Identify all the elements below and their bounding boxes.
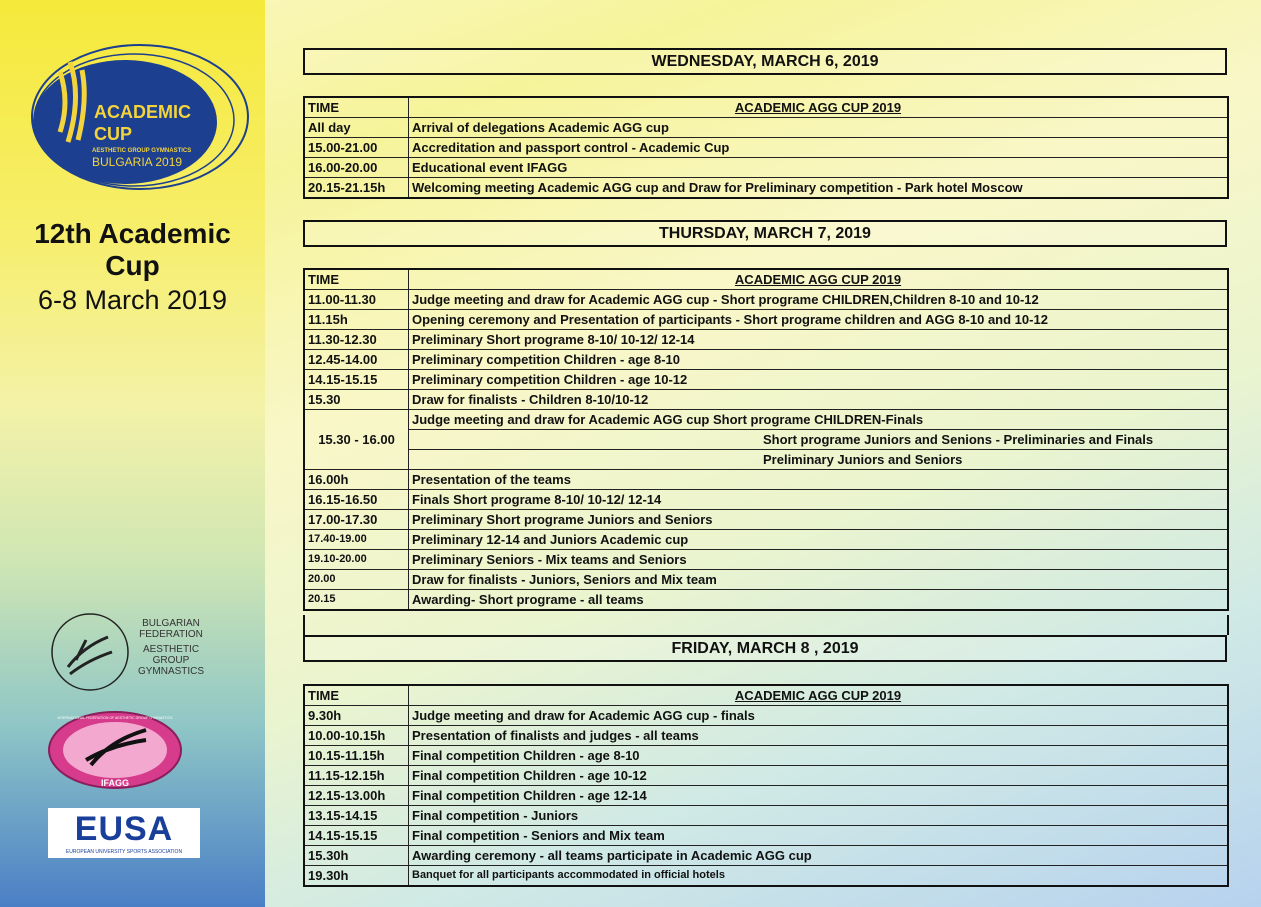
table-row [304,590,1228,611]
row-event: Judge meeting and draw for Academic AGG cup - finals [409,706,1229,726]
row-time: 15.30 [304,390,409,410]
table-row [304,370,1228,390]
spacer-row [303,615,1229,635]
table-row [304,746,1228,766]
row-time: 16.00h [304,470,409,490]
row-time: 12.45-14.00 [304,350,409,370]
row-time: 15.00-21.00 [304,138,409,158]
row-time: 13.15-14.15 [304,806,409,826]
row-time: 10.00-10.15h [304,726,409,746]
table-row [304,350,1228,370]
table-row [304,806,1228,826]
table-row [304,786,1228,806]
logo-line3: AESTHETIC GROUP GYMNASTICS [92,148,192,154]
row-time: 20.00 [304,570,409,590]
sidebar [0,0,265,907]
logo-line4: BULGARIA 2019 [92,155,183,169]
row-time: 17.40-19.00 [304,530,409,550]
row-event: Preliminary Short programe 8-10/ 10-12/ 12-14 [409,330,1229,350]
table-row [304,290,1228,310]
row-event: Preliminary Short programe Juniors and Seniors [409,510,1229,530]
col-event: ACADEMIC AGG CUP 2019 [409,685,1229,706]
ifagg-ring-text: INTERNATIONAL FEDERATION OF AESTHETIC GROUP GYMNASTICS [57,716,173,720]
row-time: 20.15 [304,590,409,611]
row-time: 11.30-12.30 [304,330,409,350]
event-title-line1: 12th Academic [34,218,231,249]
row-event: Final competition - Juniors [409,806,1229,826]
row-time: 17.00-17.30 [304,510,409,530]
table-row [304,410,1228,430]
row-event: Finals Short programe 8-10/ 10-12/ 12-14 [409,490,1229,510]
table-row [304,390,1228,410]
table-row [304,310,1228,330]
row-event: Awarding- Short programe - all teams [409,590,1229,611]
table-row [304,450,1228,470]
row-time: 11.00-11.30 [304,290,409,310]
bgf-line5: GYMNASTICS [137,666,205,677]
row-event: Draw for finalists - Juniors, Seniors and Mix team [409,570,1229,590]
eusa-word: EUSA [74,810,174,848]
table-header-row [304,269,1228,290]
table-row [304,530,1228,550]
day3-heading: FRIDAY, MARCH 8 , 2019 [303,635,1227,662]
table-row [304,550,1228,570]
table-row [304,866,1228,887]
row-time: 14.15-15.15 [304,370,409,390]
bgf-text [134,618,208,677]
row-time: 10.15-11.15h [304,746,409,766]
row-event: Opening ceremony and Presentation of participants - Short programe children and AGG 8-10 and 10-12 [409,310,1229,330]
row-event: Preliminary competition Children - age 10-12 [409,370,1229,390]
row-time: 16.15-16.50 [304,490,409,510]
col-event: ACADEMIC AGG CUP 2019 [409,97,1229,118]
row-time: 11.15-12.15h [304,766,409,786]
row-event: Preliminary 12-14 and Juniors Academic cup [409,530,1229,550]
row-time: All day [304,118,409,138]
row-event: Arrival of delegations Academic AGG cup [409,118,1229,138]
academic-cup-logo [30,42,250,192]
row-event: Final competition - Seniors and Mix team [409,826,1229,846]
col-event: ACADEMIC AGG CUP 2019 [409,269,1229,290]
row-event: Judge meeting and draw for Academic AGG cup Short programe CHILDREN-Finals [409,410,1229,430]
table-row [304,706,1228,726]
row-event: Short programe Juniors and Senions - Preliminaries and Finals [409,430,1229,450]
row-time: 12.15-13.00h [304,786,409,806]
table-row [304,158,1228,178]
bgf-line3: AESTHETIC [142,644,200,655]
table-row [304,726,1228,746]
table-header-row [304,97,1228,118]
table-row [304,570,1228,590]
day3-table [303,684,1229,887]
eusa-subtitle: EUROPEAN UNIVERSITY SPORTS ASSOCIATION [65,849,183,855]
event-title-line2: Cup [105,250,160,281]
row-time: 19.10-20.00 [304,550,409,570]
table-row [304,330,1228,350]
table-row [304,846,1228,866]
row-event: Welcoming meeting Academic AGG cup and Draw for Preliminary competition - Park hotel Moscow [409,178,1229,199]
ifagg-logo [46,710,184,790]
event-title [0,218,265,282]
table-row [304,138,1228,158]
row-event: Presentation of finalists and judges - all teams [409,726,1229,746]
eusa-logo [48,808,200,858]
logo-line1: ACADEMIC [94,102,191,122]
row-event: Final competition Children - age 8-10 [409,746,1229,766]
row-event: Draw for finalists - Children 8-10/10-12 [409,390,1229,410]
bgf-line1: BULGARIAN [142,618,200,629]
ifagg-label: IFAGG [100,778,130,788]
row-time: 14.15-15.15 [304,826,409,846]
row-time: 19.30h [304,866,409,887]
bgf-line4: GROUP [152,655,190,666]
table-header-row [304,685,1228,706]
row-time: 15.30h [304,846,409,866]
row-time: 11.15h [304,310,409,330]
col-time: TIME [304,685,409,706]
day2-table [303,268,1229,611]
table-row [304,826,1228,846]
row-event: Final competition Children - age 12-14 [409,786,1229,806]
row-time: 16.00-20.00 [304,158,409,178]
row-event: Final competition Children - age 10-12 [409,766,1229,786]
day1-heading: WEDNESDAY, MARCH 6, 2019 [303,48,1227,75]
day1-table [303,96,1229,199]
row-event: Preliminary competition Children - age 8-10 [409,350,1229,370]
day2-heading: THURSDAY, MARCH 7, 2019 [303,220,1227,247]
row-event: Accreditation and passport control - Academic Cup [409,138,1229,158]
table-row [304,118,1228,138]
row-time: 15.30 - 16.00 [304,410,409,470]
row-event: Educational event IFAGG [409,158,1229,178]
row-event: Judge meeting and draw for Academic AGG cup - Short programe CHILDREN,Children 8-10 and 10-12 [409,290,1229,310]
row-event: Banquet for all participants accommodated in official hotels [409,866,1229,887]
row-event: Awarding ceremony - all teams participate in Academic AGG cup [409,846,1229,866]
row-event: Preliminary Juniors and Seniors [409,450,1229,470]
table-row [304,490,1228,510]
row-time: 20.15-21.15h [304,178,409,199]
event-dates: 6-8 March 2019 [37,285,228,315]
col-time: TIME [304,269,409,290]
bgf-line2: FEDERATION [139,629,203,640]
col-time: TIME [304,97,409,118]
table-row [304,430,1228,450]
logo-line2: CUP [94,124,133,144]
table-row [304,510,1228,530]
row-event: Preliminary Seniors - Mix teams and Seniors [409,550,1229,570]
table-row [304,766,1228,786]
table-row [304,470,1228,490]
table-row [304,178,1228,199]
row-time: 9.30h [304,706,409,726]
row-event: Presentation of the teams [409,470,1229,490]
